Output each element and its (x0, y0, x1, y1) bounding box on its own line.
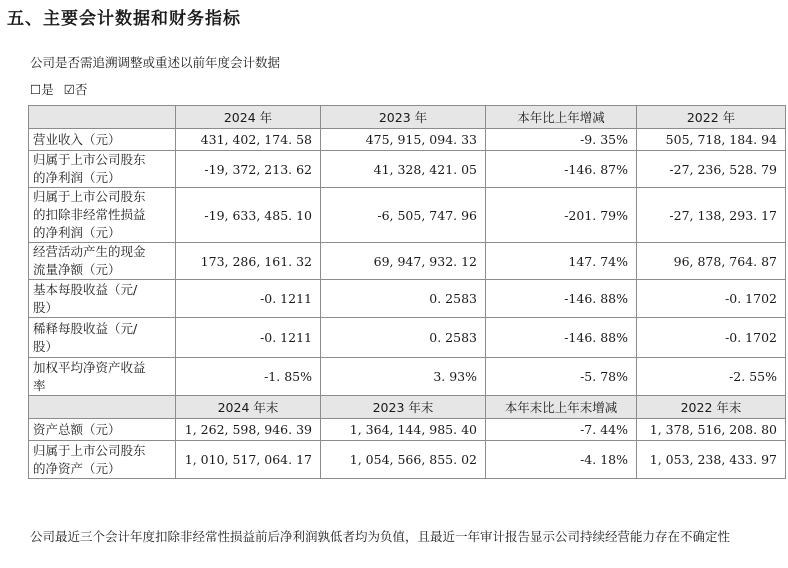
table-row (29, 318, 786, 358)
value-cell: 0. 2583 (321, 280, 486, 318)
row-label: 加权平均净资产收益 率 (29, 358, 176, 396)
table-row (29, 243, 786, 280)
table-row (29, 151, 786, 188)
table-row (29, 188, 786, 243)
value-cell: 1, 262, 598, 946. 39 (176, 419, 321, 441)
table-row (29, 419, 786, 441)
section-heading: 五、主要会计数据和财务指标 (7, 9, 241, 29)
table-row (29, 441, 786, 479)
value-cell: 96, 878, 764. 87 (637, 243, 786, 280)
value-cell: -1. 85% (176, 358, 321, 396)
value-cell: 1, 054, 566, 855. 02 (321, 441, 486, 479)
value-cell: -19, 633, 485. 10 (176, 188, 321, 243)
table-row (29, 129, 786, 151)
value-cell: 1, 010, 517, 064. 17 (176, 441, 321, 479)
row-label: 基本每股收益（元/ 股） (29, 280, 176, 318)
value-cell: -0. 1702 (637, 318, 786, 358)
value-cell: -146. 87% (486, 151, 637, 188)
value-cell: -146. 88% (486, 280, 637, 318)
value-cell: 505, 718, 184. 94 (637, 129, 786, 151)
value-cell: 147. 74% (486, 243, 637, 280)
row-label: 稀释每股收益（元/ 股） (29, 318, 176, 358)
header-row-years (29, 106, 786, 129)
row-label: 营业收入（元） (29, 129, 176, 151)
column-header: 2024 年末 (176, 396, 321, 419)
row-label: 资产总额（元） (29, 419, 176, 441)
column-header: 2022 年末 (637, 396, 786, 419)
row-label: 归属于上市公司股东 的扣除非经常性损益 的净利润（元） (29, 188, 176, 243)
column-header: 本年末比上年末增减 (486, 396, 637, 419)
row-label: 经营活动产生的现金 流量净额（元） (29, 243, 176, 280)
value-cell: -27, 138, 293. 17 (637, 188, 786, 243)
value-cell: -0. 1702 (637, 280, 786, 318)
value-cell: 431, 402, 174. 58 (176, 129, 321, 151)
column-header (29, 106, 176, 129)
value-cell: 0. 2583 (321, 318, 486, 358)
value-cell: -146. 88% (486, 318, 637, 358)
column-header: 2023 年 (321, 106, 486, 129)
column-header: 2022 年 (637, 106, 786, 129)
header-row-year-end (29, 396, 786, 419)
option-no[interactable]: ☑否 (63, 82, 88, 97)
value-cell: 3. 93% (321, 358, 486, 396)
table-row (29, 358, 786, 396)
value-cell: -0. 1211 (176, 280, 321, 318)
row-label: 归属于上市公司股东 的净利润（元） (29, 151, 176, 188)
value-cell: 173, 286, 161. 32 (176, 243, 321, 280)
column-header: 2024 年 (176, 106, 321, 129)
value-cell: -6, 505, 747. 96 (321, 188, 486, 243)
column-header: 本年比上年增减 (486, 106, 637, 129)
value-cell: -9. 35% (486, 129, 637, 151)
restatement-question: 公司是否需追溯调整或重述以前年度会计数据 (30, 55, 281, 70)
value-cell: 69, 947, 932. 12 (321, 243, 486, 280)
value-cell: -4. 18% (486, 441, 637, 479)
value-cell: -2. 55% (637, 358, 786, 396)
value-cell: 1, 378, 516, 208. 80 (637, 419, 786, 441)
table-row (29, 280, 786, 318)
value-cell: -201. 79% (486, 188, 637, 243)
value-cell: 1, 053, 238, 433. 97 (637, 441, 786, 479)
value-cell: -0. 1211 (176, 318, 321, 358)
value-cell: 41, 328, 421. 05 (321, 151, 486, 188)
value-cell: -7. 44% (486, 419, 637, 441)
restatement-options (30, 80, 93, 98)
value-cell: -27, 236, 528. 79 (637, 151, 786, 188)
value-cell: 475, 915, 094. 33 (321, 129, 486, 151)
row-label: 归属于上市公司股东 的净资产（元） (29, 441, 176, 479)
footnote: 公司最近三个会计年度扣除非经常性损益前后净利润孰低者均为负值，且最近一年审计报告显示公司持续经营能力存在不确定性 (30, 529, 731, 544)
option-yes[interactable]: ☐是 (30, 82, 54, 97)
value-cell: 1, 364, 144, 985. 40 (321, 419, 486, 441)
value-cell: -5. 78% (486, 358, 637, 396)
column-header: 2023 年末 (321, 396, 486, 419)
financial-indicators-table (28, 105, 786, 479)
value-cell: -19, 372, 213. 62 (176, 151, 321, 188)
column-header (29, 396, 176, 419)
